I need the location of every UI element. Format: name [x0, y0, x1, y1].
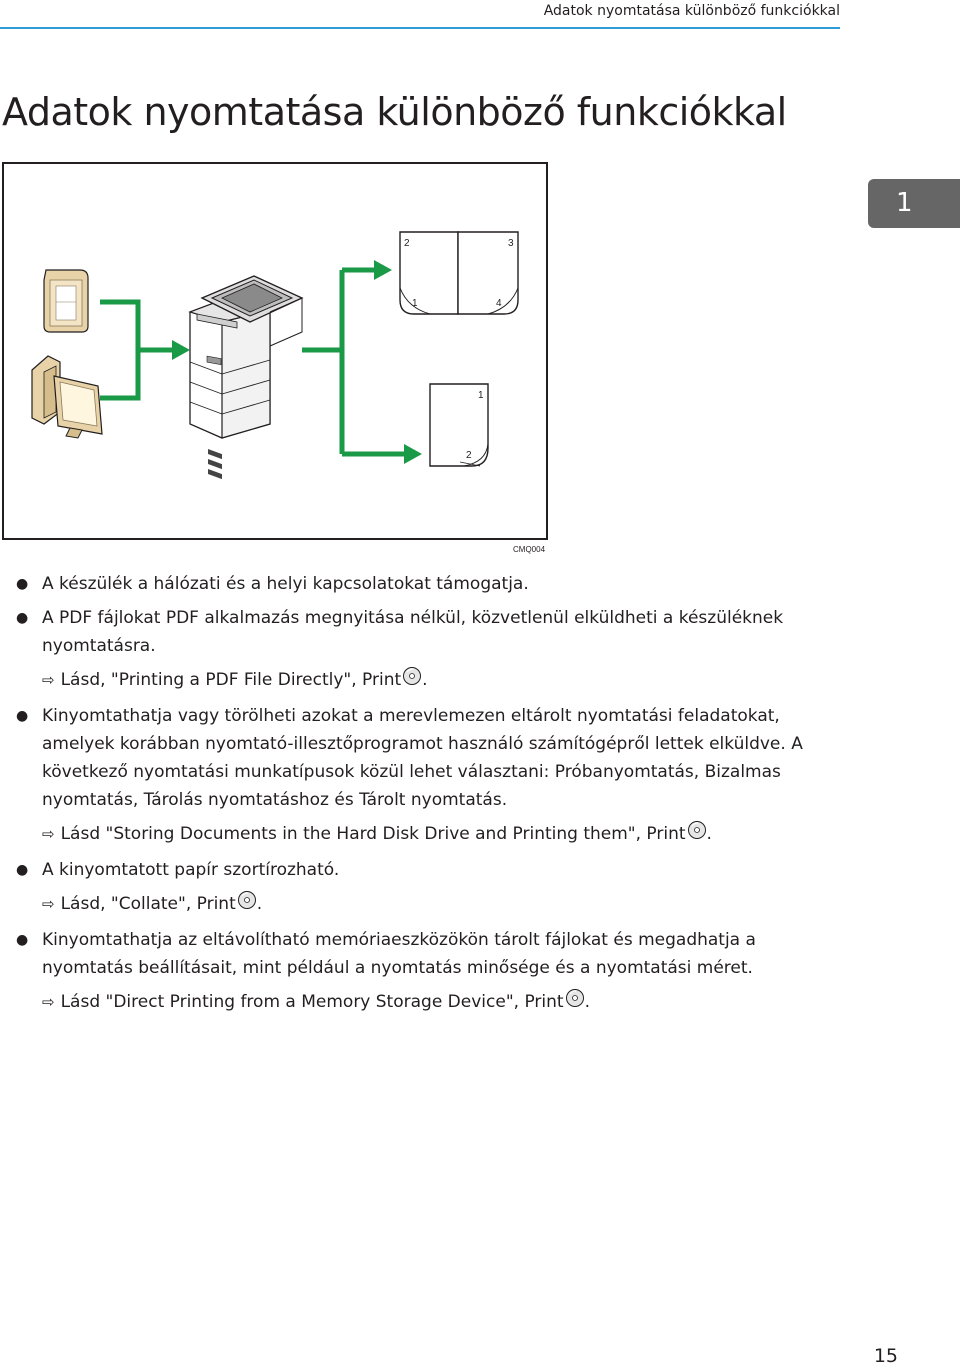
list-item-text: Kinyomtathatja vagy törölheti azokat a merevlemezen eltárolt nyomtatási feladatokat, amelyek korábban nyomtató-illesztőprogramot használó számítógépről lettek elküldve. A következő nyomtatási munkatípusok közül lehet választani: Próbanyomtatás, Bizalmas nyomtatás, Tárolás nyomtatáshoz és Tárolt nyomtatás. [42, 706, 803, 810]
arrow-right-icon: ⇨ [42, 895, 55, 913]
booklet-page-3: 3 [508, 238, 514, 249]
booklet-page-2: 2 [404, 238, 410, 249]
list-item [0, 926, 840, 982]
cd-rom-icon [565, 988, 585, 1008]
figure-code: CMQ004 [513, 545, 546, 554]
arrow-right-icon: ⇨ [42, 993, 55, 1011]
arrow-right-icon: ⇨ [42, 671, 55, 689]
bullet-icon: ● [16, 708, 29, 724]
list-item [0, 856, 840, 884]
list-item [0, 702, 840, 814]
page-number: 15 [873, 1345, 898, 1367]
list-item [0, 604, 840, 660]
booklet-page-4: 4 [496, 298, 502, 309]
list-item-text: A kinyomtatott papír szortírozható. [42, 860, 340, 880]
reference-suffix: . [422, 670, 428, 690]
feature-list [0, 570, 840, 1024]
cd-rom-icon [687, 820, 707, 840]
list-item-text: A készülék a hálózati és a helyi kapcsolatokat támogatja. [42, 574, 529, 594]
arrow-right-icon: ⇨ [42, 825, 55, 843]
cd-rom-icon [237, 890, 257, 910]
illustration-figure [2, 162, 548, 540]
reference-link[interactable] [0, 820, 840, 848]
cd-rom-icon [402, 666, 422, 686]
bullet-icon: ● [16, 932, 29, 948]
page-title: Adatok nyomtatása különböző funkciókkal [2, 90, 787, 134]
reference-link[interactable] [0, 988, 840, 1016]
reference-suffix: . [256, 894, 263, 914]
list-item [0, 570, 840, 598]
bullet-icon: ● [16, 576, 29, 592]
reference-link[interactable] [0, 890, 840, 918]
chapter-tab[interactable]: 1 [868, 179, 960, 228]
reference-suffix: . [584, 992, 590, 1012]
memory-card-icon [44, 270, 88, 332]
stack-page-1: 1 [478, 390, 484, 401]
booklet-page-1: 1 [412, 298, 418, 309]
bullet-icon: ● [16, 862, 29, 878]
reference-text[interactable]: Lásd "Storing Documents in the Hard Disk Drive and Printing them", Print [60, 824, 686, 844]
reference-suffix: . [706, 824, 712, 844]
stack-page-2: 2 [466, 450, 472, 461]
reference-text[interactable]: Lásd, "Collate", Print [60, 894, 236, 914]
reference-link[interactable] [0, 666, 840, 694]
running-header: Adatok nyomtatása különböző funkciókkal [543, 3, 840, 19]
booklet-output [400, 232, 518, 314]
header-rule [0, 27, 840, 29]
reference-text[interactable]: Lásd "Direct Printing from a Memory Storage Device", Print [60, 992, 564, 1012]
bullet-icon: ● [16, 610, 29, 626]
list-item-text: A PDF fájlokat PDF alkalmazás megnyitása nélkül, közvetlenül elküldheti a készüléknek nyomtatásra. [42, 608, 784, 656]
stacked-output [430, 384, 488, 466]
reference-text[interactable]: Lásd, "Printing a PDF File Directly", Print [60, 670, 402, 690]
list-item-text: Kinyomtathatja az eltávolítható memóriaeszközökön tárolt fájlokat és megadhatja a nyomtatás beállításait, mint például a nyomtatás minősége és a nyomtatási méret. [42, 930, 756, 978]
